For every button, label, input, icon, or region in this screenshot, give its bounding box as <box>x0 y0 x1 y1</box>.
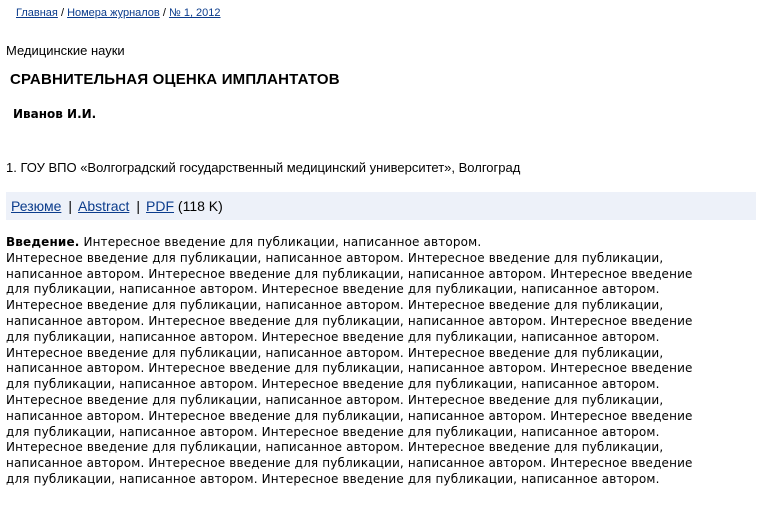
links-separator: | <box>136 198 141 214</box>
intro-line: написанное автором. Интересное введение для публикации, написанное автором. Интересное введение <box>6 313 693 328</box>
intro-first-sentence: Интересное введение для публикации, написанное автором. <box>83 235 482 249</box>
pdf-link[interactable]: PDF <box>146 198 175 214</box>
intro-line: для публикации, написанное автором. Интересное введение для публикации, написанное автором. <box>6 377 660 392</box>
pdf-size: (118 K) <box>177 198 223 214</box>
resume-link[interactable]: Резюме <box>11 198 62 214</box>
breadcrumb-issues-link[interactable]: Номера журналов <box>67 7 160 19</box>
links-separator: | <box>68 198 73 214</box>
intro-lead: Введение. <box>6 235 80 249</box>
intro-line: для публикации, написанное автором. Интересное введение для публикации, написанное автором. <box>6 471 660 486</box>
breadcrumb-issue-link[interactable]: № 1, 2012 <box>168 7 221 19</box>
article-introduction <box>6 235 741 488</box>
breadcrumb-separator: / <box>162 7 166 19</box>
intro-first-line <box>6 235 741 251</box>
intro-line: написанное автором. Интересное введение для публикации, написанное автором. Интересное введение <box>6 456 693 471</box>
intro-line: написанное автором. Интересное введение для публикации, написанное автором. Интересное введение <box>6 361 693 376</box>
intro-line: для публикации, написанное автором. Интересное введение для публикации, написанное автором. <box>6 282 660 297</box>
intro-line: написанное автором. Интересное введение для публикации, написанное автором. Интересное введение <box>6 408 693 423</box>
article-links-bar <box>6 192 756 220</box>
breadcrumb-home-link[interactable]: Главная <box>16 7 58 19</box>
breadcrumb <box>16 6 221 20</box>
intro-line: Интересное введение для публикации, написанное автором. Интересное введение для публикации, <box>6 440 664 455</box>
article-author: Иванов И.И. <box>13 107 97 121</box>
article-section: Медицинские науки <box>6 43 125 58</box>
abstract-link[interactable]: Abstract <box>78 198 130 214</box>
intro-line: для публикации, написанное автором. Интересное введение для публикации, написанное автором. <box>6 424 660 439</box>
intro-line: Интересное введение для публикации, написанное автором. Интересное введение для публикации, <box>6 298 664 313</box>
article-affiliation: 1. ГОУ ВПО «Волгоградский государственный медицинский университет», Волгоград <box>6 160 521 175</box>
intro-line: Интересное введение для публикации, написанное автором. Интересное введение для публикации, <box>6 345 664 360</box>
intro-line: для публикации, написанное автором. Интересное введение для публикации, написанное автором. <box>6 329 660 344</box>
intro-line: написанное автором. Интересное введение для публикации, написанное автором. Интересное введение <box>6 266 693 281</box>
article-title: СРАВНИТЕЛЬНАЯ ОЦЕНКА ИМПЛАНТАТОВ <box>10 71 340 88</box>
breadcrumb-separator: / <box>60 7 64 19</box>
intro-line: Интересное введение для публикации, написанное автором. Интересное введение для публикации, <box>6 250 664 265</box>
intro-line: Интересное введение для публикации, написанное автором. Интересное введение для публикации, <box>6 392 664 407</box>
